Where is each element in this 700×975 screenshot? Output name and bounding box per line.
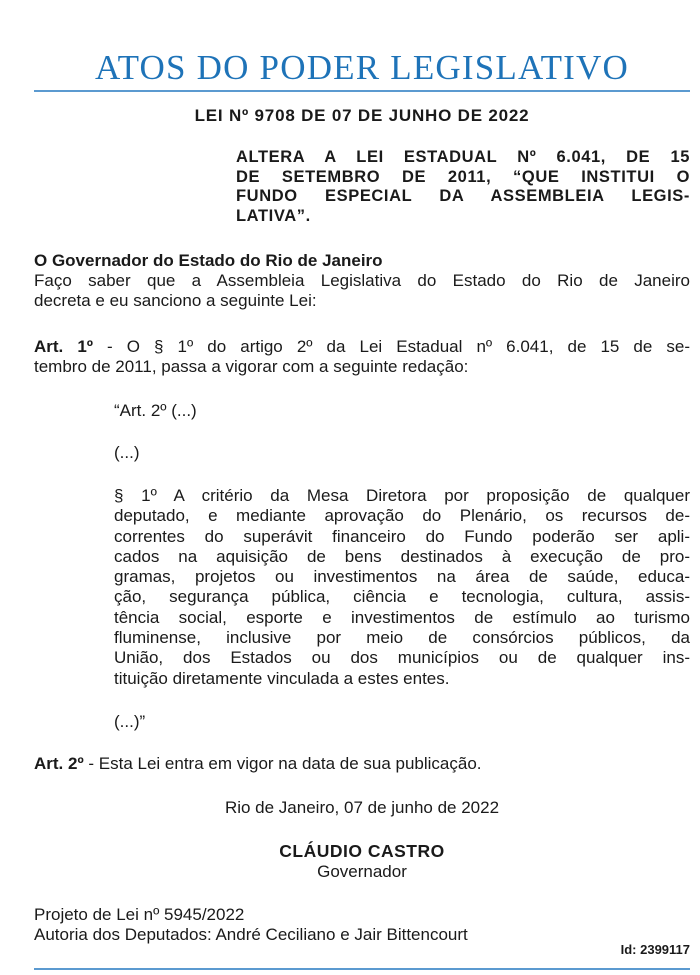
article-1 [34,337,690,377]
footer-notes [34,905,690,945]
document-id: Id: 2399117 [620,942,690,957]
article-1-text: - O § 1º do artigo 2º da Lei Estadual nº 6.041, de 15 de se- [93,337,690,356]
signer-role: Governador [317,862,407,881]
paragraph-line: União, dos Estados ou dos municípios ou de qualquer ins- [114,648,690,668]
preamble-authority: O Governador do Estado do Rio de Janeiro [34,251,383,270]
paragraph-line: tituição diretamente vinculada a estes entes. [114,668,450,688]
article-2-label: Art. 2º [34,754,84,773]
article-1-label: Art. 1º [34,337,93,356]
paragraph-line: gramas, projetos ou investimentos na área de saúde, educa- [114,567,690,587]
article-2 [34,754,690,774]
paragraph-line: ção, segurança pública, ciência e tecnologia, cultura, assis- [114,587,690,607]
header-divider [34,90,690,92]
ementa-line-2: DE SETEMBRO DE 2011, “QUE INSTITUI O [236,167,690,186]
paragraph-line: cados na aquisição de bens destinados à execução de pro- [114,546,690,566]
place-date: Rio de Janeiro, 07 de junho de 2022 [224,798,500,817]
paragraph-line: § 1º A critério da Mesa Diretora por proposição de qualquer [114,486,690,505]
project-number: Projeto de Lei nº 5945/2022 [34,905,245,924]
footer-divider [34,968,690,970]
quoted-ellipsis-end: (...)” [114,712,146,731]
article-1-line-1 [34,337,690,357]
paragraph-line: tência social, esporte e investimentos de estímulo ao turismo [114,607,690,627]
preamble [34,251,690,311]
law-title: LEI Nº 9708 DE 07 DE JUNHO DE 2022 [194,106,530,125]
paragraph-line: fluminense, inclusive por meio de consórcios públicos, da [114,628,690,648]
law-ementa [236,148,690,226]
signer-name: CLÁUDIO CASTRO [279,841,445,861]
section-title: ATOS DO PODER LEGISLATIVO [95,48,629,87]
article-2-text: - Esta Lei entra em vigor na data de sua publicação. [83,754,482,773]
ementa-line-1: ALTERA A LEI ESTADUAL Nº 6.041, DE 15 [236,148,690,166]
paragraph-line: correntes do superávit financeiro do Fundo poderão ser apli- [114,526,690,546]
quoted-ellipsis-1: (...) [114,443,140,462]
quoted-paragraph [114,486,690,689]
ementa-line-4: LATIVA”. [236,206,311,225]
authorship: Autoria dos Deputados: André Ceciliano e Jair Bittencourt [34,925,468,944]
preamble-line-1: Faço saber que a Assembleia Legislativa do Estado do Rio de Janeiro [34,271,690,290]
paragraph-line: deputado, e mediante aprovação do Plenário, os recursos de- [114,506,690,526]
preamble-line-2: decreta e eu sanciono a seguinte Lei: [34,291,317,310]
ementa-line-3: FUNDO ESPECIAL DA ASSEMBLEIA LEGIS- [236,187,690,205]
article-1-line-2: tembro de 2011, passa a vigorar com a seguinte redação: [34,357,469,376]
quoted-art-ref: “Art. 2º (...) [114,401,197,420]
